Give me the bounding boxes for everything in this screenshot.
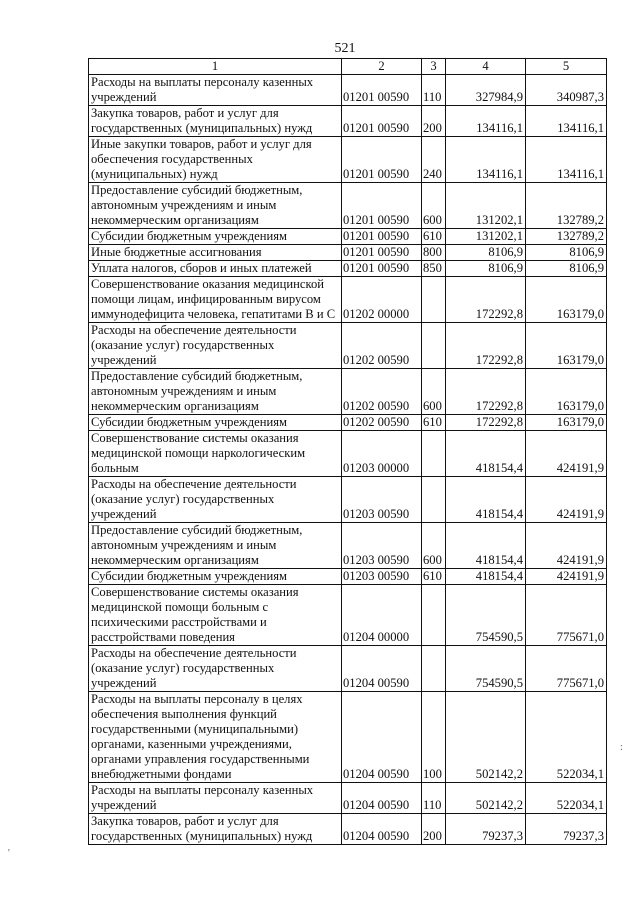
row-value-5: 132789,2 [526, 183, 607, 229]
table-row [89, 523, 607, 569]
row-value-5: 134116,1 [526, 137, 607, 183]
row-value-4: 172292,8 [446, 415, 526, 431]
header-col-3: 3 [422, 59, 446, 75]
row-name: Предоставление субсидий бюджетным, автономным учреждениям и иным некоммерческим организациям [89, 523, 342, 569]
row-expense-type: 240 [422, 137, 446, 183]
row-value-5: 132789,2 [526, 229, 607, 245]
row-value-4: 131202,1 [446, 183, 526, 229]
row-name: Расходы на выплаты персоналу казенных учреждений [89, 783, 342, 814]
row-value-5: 163179,0 [526, 369, 607, 415]
header-col-2: 2 [342, 59, 422, 75]
row-value-5: 522034,1 [526, 783, 607, 814]
row-name: Субсидии бюджетным учреждениям [89, 569, 342, 585]
row-value-4: 134116,1 [446, 137, 526, 183]
row-value-4: 8106,9 [446, 261, 526, 277]
row-name: Иные закупки товаров, работ и услуг для обеспечения государственных (муниципальных) нужд [89, 137, 342, 183]
row-expense-type: 850 [422, 261, 446, 277]
row-value-5: 424191,9 [526, 523, 607, 569]
table-row [89, 585, 607, 646]
table-row [89, 431, 607, 477]
row-value-4: 172292,8 [446, 369, 526, 415]
row-value-5: 79237,3 [526, 814, 607, 845]
budget-table [88, 58, 607, 845]
row-value-5: 522034,1 [526, 692, 607, 783]
scan-speck: ' [8, 848, 10, 859]
table-row [89, 814, 607, 845]
table-row [89, 229, 607, 245]
row-expense-type: 600 [422, 183, 446, 229]
row-value-5: 8106,9 [526, 261, 607, 277]
row-expense-type: 610 [422, 569, 446, 585]
row-name: Закупка товаров, работ и услуг для государственных (муниципальных) нужд [89, 106, 342, 137]
row-code: 01202 00590 [342, 415, 422, 431]
table-row [89, 783, 607, 814]
row-expense-type [422, 585, 446, 646]
header-col-4: 4 [446, 59, 526, 75]
row-code: 01204 00590 [342, 783, 422, 814]
table-row [89, 245, 607, 261]
row-name: Уплата налогов, сборов и иных платежей [89, 261, 342, 277]
row-expense-type: 610 [422, 229, 446, 245]
row-expense-type: 200 [422, 814, 446, 845]
row-code: 01201 00590 [342, 229, 422, 245]
row-expense-type [422, 646, 446, 692]
row-value-4: 502142,2 [446, 692, 526, 783]
table-row [89, 646, 607, 692]
row-value-5: 775671,0 [526, 585, 607, 646]
row-value-4: 754590,5 [446, 585, 526, 646]
row-value-4: 79237,3 [446, 814, 526, 845]
row-name: Расходы на выплаты персоналу в целях обеспечения выполнения функций государственными (муниципальными) органами, казенными учреждениями, органами управления государственными внебюджетными фондами [89, 692, 342, 783]
table-row [89, 106, 607, 137]
row-code: 01201 00590 [342, 261, 422, 277]
row-value-5: 775671,0 [526, 646, 607, 692]
row-name: Совершенствование системы оказания медицинской помощи наркологическим больным [89, 431, 342, 477]
row-code: 01203 00590 [342, 477, 422, 523]
row-code: 01201 00590 [342, 137, 422, 183]
row-value-5: 163179,0 [526, 323, 607, 369]
row-name: Расходы на выплаты персоналу казенных учреждений [89, 75, 342, 106]
row-code: 01203 00590 [342, 523, 422, 569]
row-name: Расходы на обеспечение деятельности (оказание услуг) государственных учреждений [89, 477, 342, 523]
row-expense-type: 110 [422, 783, 446, 814]
row-expense-type: 610 [422, 415, 446, 431]
table-row [89, 261, 607, 277]
row-expense-type [422, 431, 446, 477]
row-expense-type: 110 [422, 75, 446, 106]
header-col-1: 1 [89, 59, 342, 75]
table-row [89, 369, 607, 415]
table-row [89, 569, 607, 585]
row-value-4: 502142,2 [446, 783, 526, 814]
row-code: 01204 00000 [342, 585, 422, 646]
row-name: Совершенствование системы оказания медицинской помощи больным с психическими расстройствами и расстройствами поведения [89, 585, 342, 646]
row-expense-type [422, 477, 446, 523]
row-name: Предоставление субсидий бюджетным, автономным учреждениям и иным некоммерческим организациям [89, 183, 342, 229]
row-code: 01202 00590 [342, 323, 422, 369]
row-value-5: 424191,9 [526, 569, 607, 585]
row-expense-type: 800 [422, 245, 446, 261]
row-expense-type: 200 [422, 106, 446, 137]
row-code: 01202 00590 [342, 369, 422, 415]
row-value-4: 418154,4 [446, 477, 526, 523]
row-name: Предоставление субсидий бюджетным, автономным учреждениям и иным некоммерческим организациям [89, 369, 342, 415]
row-expense-type: 600 [422, 523, 446, 569]
row-value-4: 172292,8 [446, 323, 526, 369]
row-code: 01204 00590 [342, 814, 422, 845]
scan-speck: : [620, 742, 623, 753]
row-value-4: 134116,1 [446, 106, 526, 137]
row-value-4: 418154,4 [446, 569, 526, 585]
row-expense-type [422, 277, 446, 323]
row-code: 01201 00590 [342, 183, 422, 229]
row-code: 01204 00590 [342, 646, 422, 692]
row-name: Субсидии бюджетным учреждениям [89, 415, 342, 431]
header-col-5: 5 [526, 59, 607, 75]
row-value-4: 131202,1 [446, 229, 526, 245]
row-code: 01203 00590 [342, 569, 422, 585]
row-value-5: 163179,0 [526, 277, 607, 323]
row-code: 01204 00590 [342, 692, 422, 783]
row-code: 01201 00590 [342, 75, 422, 106]
row-code: 01202 00000 [342, 277, 422, 323]
table-row [89, 477, 607, 523]
row-code: 01203 00000 [342, 431, 422, 477]
row-expense-type: 600 [422, 369, 446, 415]
row-value-4: 418154,4 [446, 431, 526, 477]
row-name: Закупка товаров, работ и услуг для государственных (муниципальных) нужд [89, 814, 342, 845]
table-row [89, 277, 607, 323]
header-row [89, 59, 607, 75]
table-row [89, 692, 607, 783]
row-name: Иные бюджетные ассигнования [89, 245, 342, 261]
table-row [89, 137, 607, 183]
row-name: Расходы на обеспечение деятельности (оказание услуг) государственных учреждений [89, 323, 342, 369]
row-value-5: 134116,1 [526, 106, 607, 137]
row-value-5: 340987,3 [526, 75, 607, 106]
row-value-5: 424191,9 [526, 477, 607, 523]
row-value-4: 172292,8 [446, 277, 526, 323]
row-expense-type: 100 [422, 692, 446, 783]
table-row [89, 323, 607, 369]
row-value-5: 163179,0 [526, 415, 607, 431]
row-name: Совершенствование оказания медицинской помощи лицам, инфицированным вирусом иммунодефицита человека, гепатитами В и С [89, 277, 342, 323]
table-row [89, 75, 607, 106]
table-row [89, 183, 607, 229]
row-code: 01201 00590 [342, 106, 422, 137]
table-row [89, 415, 607, 431]
row-value-4: 418154,4 [446, 523, 526, 569]
row-name: Расходы на обеспечение деятельности (оказание услуг) государственных учреждений [89, 646, 342, 692]
row-value-4: 327984,9 [446, 75, 526, 106]
page-number: 521 [334, 41, 356, 56]
row-expense-type [422, 323, 446, 369]
row-value-4: 8106,9 [446, 245, 526, 261]
row-value-5: 424191,9 [526, 431, 607, 477]
row-code: 01201 00590 [342, 245, 422, 261]
row-value-5: 8106,9 [526, 245, 607, 261]
row-value-4: 754590,5 [446, 646, 526, 692]
row-name: Субсидии бюджетным учреждениям [89, 229, 342, 245]
